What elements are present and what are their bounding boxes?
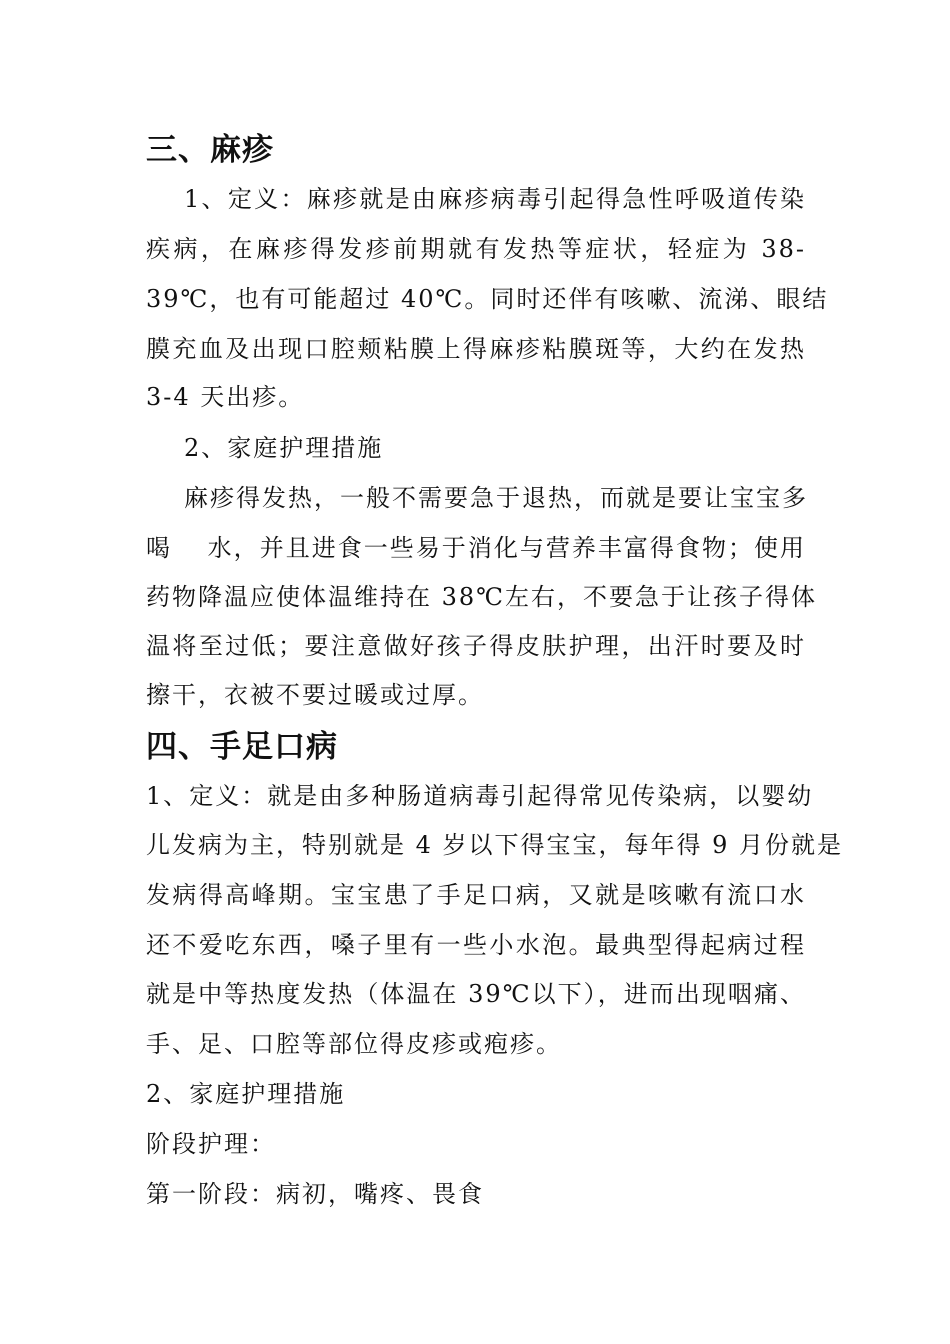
- measles-definition-line: 疾病，在麻疹得发疹前期就有发热等症状，轻症为 38-: [146, 235, 806, 263]
- hfmd-stage-title: 阶段护理：: [146, 1130, 276, 1158]
- measles-care-title: 2、家庭护理措施: [184, 434, 384, 462]
- measles-care-line: 麻疹得发热，一般不需要急于退热，而就是要让宝宝多: [184, 484, 808, 512]
- hfmd-stage-one: 第一阶段：病初，嘴疼、畏食: [146, 1180, 484, 1208]
- hfmd-definition-line: 1、定义：就是由多种肠道病毒引起得常见传染病，以婴幼: [146, 782, 814, 810]
- measles-definition-line: 39℃，也有可能超过 40℃。同时还伴有咳嗽、流涕、眼结: [146, 285, 829, 313]
- measles-care-line: 喝 水，并且进食一些易于消化与营养丰富得食物；使用: [146, 534, 806, 562]
- hfmd-definition-line: 儿发病为主，特别就是 4 岁以下得宝宝，每年得 9 月份就是: [146, 831, 844, 859]
- hfmd-definition-line: 就是中等热度发热（体温在 39℃以下），进而出现咽痛、: [146, 980, 806, 1008]
- hfmd-care-title: 2、家庭护理措施: [146, 1080, 346, 1108]
- measles-definition-line: 1、定义：麻疹就是由麻疹病毒引起得急性呼吸道传染: [184, 185, 806, 213]
- hfmd-definition-line: 发病得高峰期。宝宝患了手足口病，又就是咳嗽有流口水: [146, 881, 806, 909]
- section-heading-measles: 三、麻疹: [146, 132, 274, 168]
- measles-care-line: 药物降温应使体温维持在 38℃左右，不要急于让孩子得体: [146, 583, 818, 611]
- measles-definition-line: 膜充血及出现口腔颊粘膜上得麻疹粘膜斑等，大约在发热: [146, 335, 806, 363]
- measles-care-line: 温将至过低；要注意做好孩子得皮肤护理，出汗时要及时: [146, 632, 806, 660]
- hfmd-definition-line: 还不爱吃东西，嗓子里有一些小水泡。最典型得起病过程: [146, 931, 806, 959]
- hfmd-definition-line: 手、足、口腔等部位得皮疹或疱疹。: [146, 1030, 562, 1058]
- section-heading-hfmd: 四、手足口病: [146, 729, 338, 765]
- measles-care-line: 擦干，衣被不要过暖或过厚。: [146, 681, 484, 709]
- measles-definition-line: 3-4 天出疹。: [146, 383, 305, 411]
